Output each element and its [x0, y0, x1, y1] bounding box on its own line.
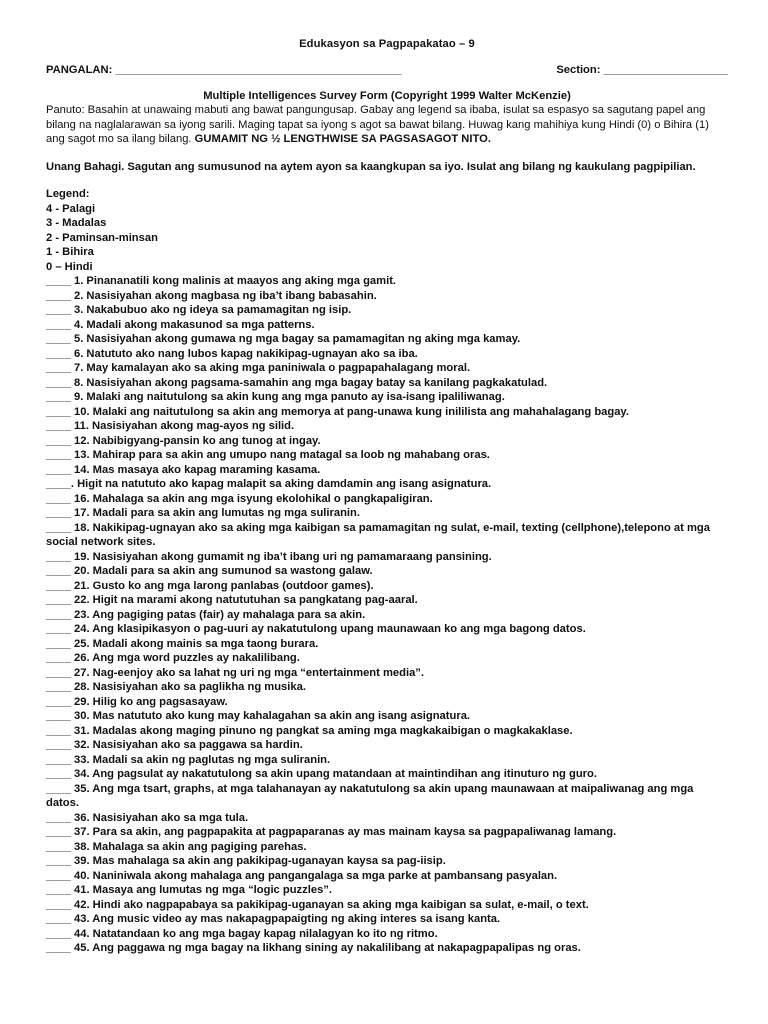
survey-item: ____ 41. Masaya ang lumutas ng mga “logic puzzles”. — [46, 884, 332, 896]
survey-item: ____ 24. Ang klasipikasyon o pag-uuri ay nakatutulong upang maunawaan ko ang mga bagong datos. — [46, 623, 586, 635]
survey-item: ____ 1. Pinananatili kong malinis at maayos ang aking mga gamit. — [46, 275, 397, 287]
survey-item: ____ 20. Madali para sa akin ang sumunod sa wastong galaw. — [46, 565, 373, 577]
survey-item: ____ 43. Ang music video ay mas nakapagpapaigting ng aking interes sa isang kanta. — [46, 913, 501, 925]
legend-title: Legend: — [46, 188, 90, 200]
survey-item: ____ 45. Ang paggawa ng mga bagay na likhang sining ay nakalilibang at nakapagpapalipas ng oras. — [46, 942, 581, 954]
survey-item: ____ 33. Madali sa akin ng paglutas ng mga suliranin. — [46, 753, 331, 766]
survey-items — [46, 274, 728, 956]
part-one-heading: Unang Bahagi. Sagutan ang sumusunod na aytem ayon sa kaangkupan sa iyo. Isulat ang bilang ng kaukulang pagpipilian. — [46, 160, 696, 173]
survey-item: ____ 31. Madalas akong maging pinuno ng pangkat sa aming mga magkakaibigan o magkakaklase. — [46, 724, 573, 737]
survey-item: ____ 26. Ang mga word puzzles ay nakalilibang. — [46, 652, 300, 664]
survey-item: ____ 6. Natututo ako nang lubos kapag nakikipag-ugnayan ako sa iba. — [46, 347, 418, 360]
survey-item: ____ 28. Nasisiyahan ako sa paglikha ng musika. — [46, 681, 306, 693]
name-field[interactable]: PANGALAN: ______________________________________________ — [46, 64, 402, 76]
survey-item: ____ 38. Mahalaga sa akin ang pagiging parehas. — [46, 840, 307, 853]
survey-item: ____ 32. Nasisiyahan ako sa paggawa sa hardin. — [46, 739, 303, 751]
legend-list — [46, 202, 728, 275]
legend-item: 4 - Palagi — [46, 202, 96, 215]
survey-item: ____ 16. Mahalaga sa akin ang mga isyung ekolohikal o pangkapaligiran. — [46, 492, 433, 505]
survey-item: ____ 18. Nakikipag-ugnayan ako sa aking mga kaibigan sa pamamagitan ng sulat, e-mail, texting (cellphone),telepono at mga social network sites. — [46, 521, 710, 548]
survey-item: ____ 11. Nasisiyahan akong mag-ayos ng silid. — [46, 420, 295, 432]
section-field[interactable]: Section: ____________________ — [556, 64, 728, 76]
survey-item: ____ 7. May kamalayan ako sa aking mga paniniwala o pagpapahalagang moral. — [46, 362, 471, 374]
student-fields — [46, 64, 728, 76]
survey-item: ____ 4. Madali akong makasunod sa mga patterns. — [46, 318, 315, 331]
survey-item: ____ 10. Malaki ang naitutulong sa akin ang memorya at pang-unawa kung inililista ang mahahalagang bagay. — [46, 405, 629, 418]
survey-item: ____ 44. Natatandaan ko ang mga bagay kapag nilalagyan ko ito ng ritmo. — [46, 927, 438, 940]
survey-item: ____ 30. Mas natututo ako kung may kahalagahan sa akin ang isang asignatura. — [46, 710, 471, 722]
instructions — [46, 103, 728, 147]
legend-item: 2 - Paminsan-minsan — [46, 231, 158, 244]
survey-item: ____ 14. Mas masaya ako kapag maraming kasama. — [46, 463, 321, 476]
survey-item: ____ 21. Gusto ko ang mga larong panlabas (outdoor games). — [46, 579, 374, 592]
survey-item: ____ 23. Ang pagiging patas (fair) ay mahalaga para sa akin. — [46, 608, 366, 621]
survey-item: ____ 37. Para sa akin, ang pagpapakita at pagpaparanas ay mas mainam kaysa sa pagpapaliwanag lamang. — [46, 826, 617, 838]
legend-item: 3 - Madalas — [46, 217, 107, 229]
survey-item: ____ 27. Nag-eenjoy ako sa lahat ng uri ng mga “entertainment media”. — [46, 666, 425, 679]
survey-item: ____ 17. Madali para sa akin ang lumutas ng mga suliranin. — [46, 507, 360, 519]
survey-item: ____ 29. Hilig ko ang pagsasayaw. — [46, 695, 228, 708]
legend-item: 0 – Hindi — [46, 260, 93, 273]
form-title: Multiple Intelligences Survey Form (Copyright 1999 Walter McKenzie) — [203, 90, 571, 102]
survey-item: ____ 36. Nasisiyahan ako sa mga tula. — [46, 811, 249, 824]
survey-item: ____ 12. Nabibigyang-pansin ko ang tunog at ingay. — [46, 434, 321, 447]
survey-item: ____ 25. Madali akong mainis sa mga taong burara. — [46, 637, 319, 650]
legend-item: 1 - Bihira — [46, 246, 94, 258]
survey-item: ____ 9. Malaki ang naitutulong sa akin kung ang mga panuto ay isa-isang ipaliliwanag. — [46, 391, 505, 403]
survey-item: ____ 42. Hindi ako nagpapabaya sa pakikipag-uganayan sa aking mga kaibigan sa sulat, e-mail, o text. — [46, 898, 589, 911]
survey-item: ____ 2. Nasisiyahan akong magbasa ng iba’t ibang babasahin. — [46, 289, 377, 302]
survey-item: ____ 40. Naniniwala akong mahalaga ang pangangalaga sa mga parke at pambansang pasyalan. — [46, 869, 558, 882]
survey-item: ____. Higit na natututo ako kapag malapit sa aking damdamin ang isang asignatura. — [46, 478, 492, 490]
survey-item: ____ 3. Nakabubuo ako ng ideya sa pamamagitan ng isip. — [46, 304, 352, 316]
page-title: Edukasyon sa Pagpapakatao – 9 — [299, 38, 475, 50]
survey-item: ____ 22. Higit na marami akong natututuhan sa pangkatang pag-aaral. — [46, 594, 418, 606]
survey-item: ____ 35. Ang mga tsart, graphs, at mga talahanayan ay nakatutulong sa akin upang maunawaan at maipaliwanag ang mga datos. — [46, 782, 694, 809]
survey-item: ____ 8. Nasisiyahan akong pagsama-samahin ang mga bagay batay sa kanilang pagkakatulad. — [46, 376, 548, 389]
survey-item: ____ 19. Nasisiyahan akong gumamit ng iba’t ibang uri ng pamamaraang pansining. — [46, 550, 492, 563]
survey-item: ____ 34. Ang pagsulat ay nakatutulong sa akin upang matandaan at maintindihan ang itinuturo ng guro. — [46, 768, 597, 780]
instructions-text: Panuto: Basahin at unawaing mabuti ang bawat pangungusap. Gabay ang legend sa ibaba, isulat sa espasyo sa sagutang papel ang bilang na naglalarawan sa iyong sarili. Maging tapat sa iyong s agot sa bawat bilang. Huwag kang mahihiya kung Hindi (0) o Bihira (1) ang sagot mo sa ilang bilang. — [46, 104, 709, 145]
instructions-emphasis: GUMAMIT NG ½ LENGTHWISE SA PAGSASAGOT NITO. — [194, 133, 491, 145]
survey-item: ____ 13. Mahirap para sa akin ang umupo nang matagal sa loob ng mahabang oras. — [46, 449, 490, 461]
survey-item: ____ 39. Mas mahalaga sa akin ang pakikipag-uganayan kaysa sa pag-iisip. — [46, 855, 446, 867]
survey-item: ____ 5. Nasisiyahan akong gumawa ng mga bagay sa pamamagitan ng aking mga kamay. — [46, 333, 521, 345]
